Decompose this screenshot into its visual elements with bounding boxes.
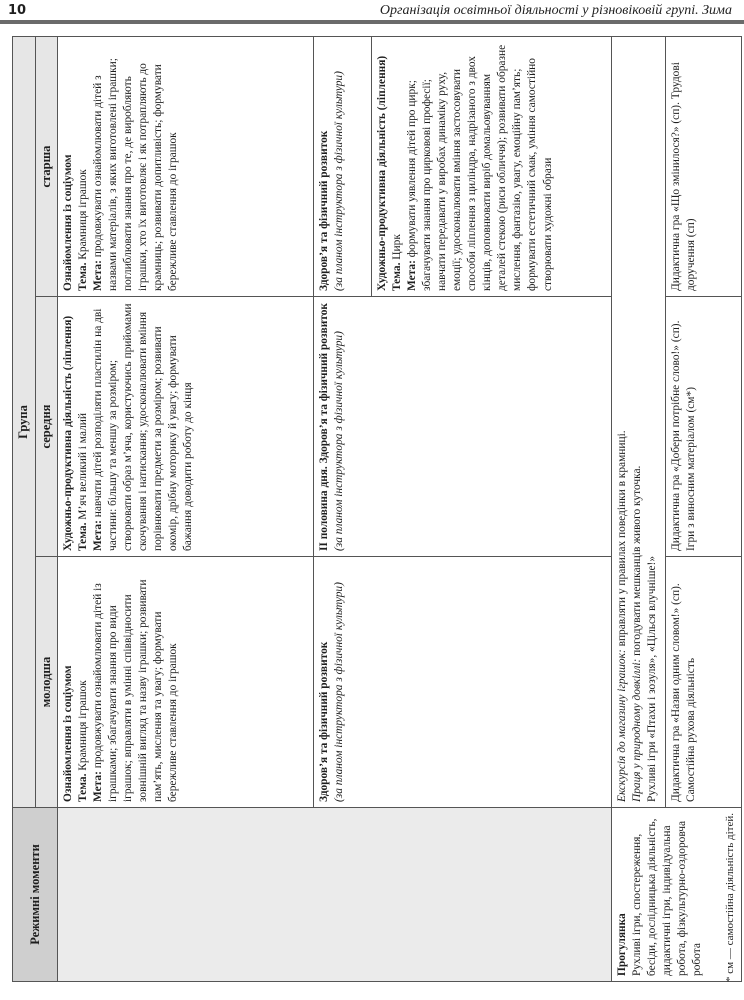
- modes-empty-cell: [58, 808, 612, 982]
- middle-physical-cell: [314, 297, 612, 557]
- goal-text: формувати уявлення дітей про цирк; збагачувати знання про цирковові професії; навчати передавати у виробах динаміку руху, емоції; удосконалювати вміння застосовувати способи ліплення з циліндра, надрізаного з двох кінців, доповнювати виріб домальовуванням деталей стекою (риси обличчя); розвивати образне мислення, фантазію, увагу, емоційну пам’ять; формувати естетичний смак, уміння самостійно створювати художні образи: [406, 44, 554, 291]
- walk-cell: [612, 808, 742, 982]
- goal-label: Мета:: [406, 260, 419, 291]
- header-group: Група: [13, 37, 36, 808]
- page-header: [0, 0, 744, 24]
- middle-didactic-cell: Дидактична гра «Добери потрібне слово!» (сп). Ігри з виносним матеріалом (см*): [666, 297, 742, 557]
- theme-label: Тема.: [77, 773, 90, 802]
- page-number: 10: [8, 3, 27, 18]
- footnote: * см — самостійна діяльність дітей.: [724, 813, 736, 982]
- young-physical-cell: [314, 557, 612, 808]
- activity-title: ІІ половина дня. Здоров’я та фізичний розвиток: [318, 303, 330, 551]
- work-text: погодувати мешканців живого куточка.: [631, 465, 644, 656]
- header-rule: [0, 20, 744, 24]
- excursion-label: Екскурсія до магазину іграшок:: [616, 649, 628, 802]
- theme-text: М’яч великий і малий: [77, 413, 90, 520]
- running-title: Організація освітньої діяльності у різновіковій групі. Зима: [379, 3, 732, 18]
- outdoor-games: Рухливі ігри «Птахи і зозуля», «Цілься влучніше!»: [646, 555, 659, 802]
- header-young: молодша: [36, 557, 58, 808]
- walk-label: Прогулянка: [616, 913, 628, 976]
- activity-title: Здоров’я та фізичний розвиток: [318, 130, 330, 291]
- senior-didactic-cell: Дидактична гра «Що змінилося?» (сп). Трудові доручення (сп): [666, 37, 742, 297]
- goal-label: Мета:: [92, 771, 105, 802]
- header-modes: Режимні моменти: [13, 808, 58, 982]
- goal-label: Мета:: [92, 260, 105, 291]
- young-social-cell: [58, 557, 314, 808]
- walk-activities-cell: [612, 37, 666, 808]
- activity-note: (за планом інструктора з фізичної культури): [333, 582, 346, 802]
- work-label: Праця у природному довкіллі:: [631, 658, 644, 802]
- theme-label: Тема.: [77, 262, 90, 291]
- theme-text: Цирк: [391, 234, 404, 260]
- rotated-schedule: [12, 37, 736, 982]
- activity-note: (за планом інструктора з фізичної культури): [333, 71, 346, 291]
- goal-text: продовжувати ознайомлювати дітей із іграшками; збагачувати знання про види іграшок; вправляти в умінні співвідносити зовнішній вигляд та назву іграшки; розвивати пам’ять, мислення та увагу; формувати бережливе ставлення до іграшок: [92, 579, 180, 802]
- goal-label: Мета:: [92, 520, 105, 551]
- theme-label: Тема.: [391, 262, 404, 291]
- header-middle: середня: [36, 297, 58, 557]
- goal-text: навчати дітей розподіляти пластилін на дві частини: більшу та меншу за розміром; створювати образ м’яча, користуючись прийомами скочування і натискання; удосконалювати вміння порівнювати предмети за розміром; розвивати окомір, дрібну моторику й увагу; формувати бажання доводити роботу до кінця: [92, 303, 195, 551]
- goal-text: продовжувати ознайомлювати дітей з назвами матеріалів, з яких виготовлені іграшки; поглиблювати знання про те, де виробляють іграшки, хто їх виготовляє і як потрапляють до крамниць; розвивати допитливість; формувати бережливе ставлення до іграшок: [92, 58, 180, 291]
- activity-title: Художньо-продуктивна діяльність (ліплення): [62, 315, 74, 551]
- excursion-text: вправляти у правилах поведінки в крамниці.: [616, 430, 628, 647]
- schedule-table: [12, 36, 742, 982]
- activity-title: Художньо-продуктивна діяльність (ліплення): [376, 55, 388, 291]
- middle-modeling-cell: [58, 297, 314, 557]
- senior-modeling-cell: [372, 37, 612, 297]
- activity-title: Ознайомлення із соціумом: [62, 665, 74, 802]
- theme-text: Крамниця іграшок: [77, 680, 90, 771]
- activity-title: Ознайомлення із соціумом: [62, 154, 74, 291]
- young-didactic-cell: Дидактична гра «Назви одним словом!» (сп). Самостійна рухова діяльність: [666, 557, 742, 808]
- theme-text: Крамниця іграшок: [77, 169, 90, 260]
- activity-title: Здоров’я та фізичний розвиток: [318, 641, 330, 802]
- theme-label: Тема.: [77, 522, 90, 551]
- senior-social-cell: [58, 37, 314, 297]
- walk-text: Рухливі ігри, спостереження, бесіди, дослідницька діяльність, дидактичні ігри, індивідуальна робота, фізкультурно-оздоровча робота: [631, 818, 704, 976]
- senior-physical-cell: [314, 37, 372, 297]
- activity-note: (за планом інструктора з фізичної культури): [333, 331, 346, 551]
- header-senior: старша: [36, 37, 58, 297]
